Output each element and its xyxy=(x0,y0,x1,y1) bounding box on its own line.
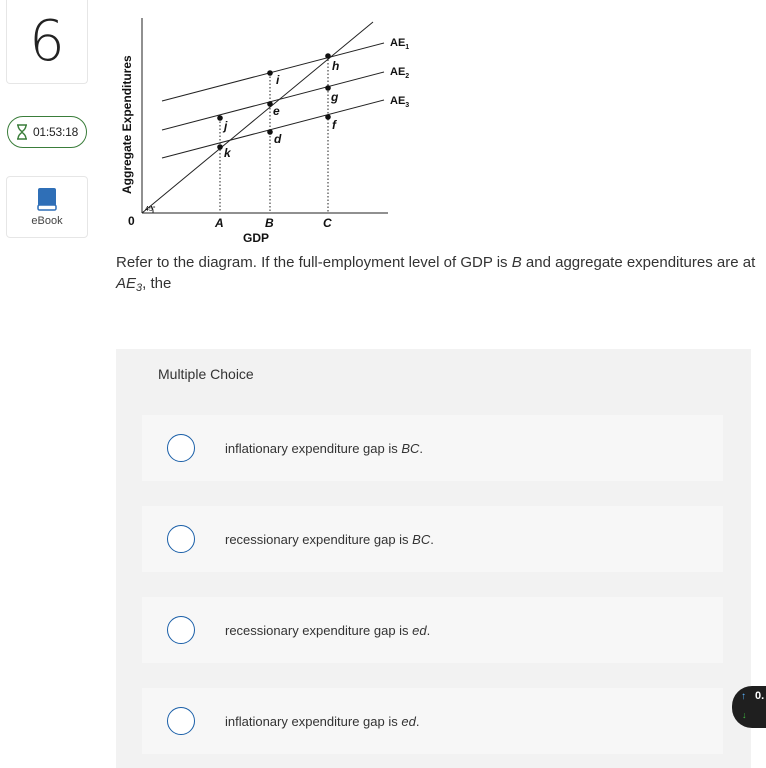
tick-c: C xyxy=(323,216,332,230)
question-number-box xyxy=(6,0,88,84)
option-b-radio[interactable] xyxy=(167,525,195,553)
option-a-text: inflationary expenditure gap is BC. xyxy=(225,440,424,456)
option-a-radio[interactable] xyxy=(167,434,195,462)
arrow-up-icon: ↑ xyxy=(741,691,746,702)
angle-label: 45° xyxy=(145,206,156,213)
ae1-line xyxy=(162,43,384,101)
ae3-label: $AE_3$ xyxy=(390,95,410,109)
point-e: e xyxy=(273,104,280,118)
point-j: j xyxy=(224,119,228,133)
option-c[interactable] xyxy=(142,597,723,663)
ae-diagram xyxy=(112,14,422,250)
question-number: 6 xyxy=(29,8,65,74)
hourglass-icon xyxy=(16,124,28,140)
question-prompt: Refer to the diagram. If the full-employment level of GDP is B and aggregate expenditures are at $AE_3$, the xyxy=(116,254,756,294)
point-d: d xyxy=(274,132,282,146)
ebook-button[interactable] xyxy=(6,176,88,238)
book-icon xyxy=(37,187,57,211)
timer-text: 01:53:18 xyxy=(32,125,79,139)
ebook-label: eBook xyxy=(31,215,63,227)
multiple-choice-header: Multiple Choice xyxy=(158,366,254,382)
widget-value: 0. xyxy=(755,690,765,702)
options-list xyxy=(142,415,723,768)
y-axis-label: Aggregate Expenditures xyxy=(120,55,134,194)
option-c-radio[interactable] xyxy=(167,616,195,644)
point-h: h xyxy=(332,59,340,73)
45-degree-line xyxy=(142,22,373,213)
point-i: i xyxy=(276,73,280,87)
option-d-text: inflationary expenditure gap is ed. xyxy=(225,713,420,729)
option-c-text: recessionary expenditure gap is ed. xyxy=(225,622,431,638)
x-axis-label: GDP xyxy=(243,231,270,245)
tick-a: A xyxy=(215,216,224,230)
option-d[interactable] xyxy=(142,688,723,754)
multiple-choice-panel xyxy=(116,349,751,768)
option-b-text: recessionary expenditure gap is BC. xyxy=(225,531,434,547)
ae2-line xyxy=(162,72,384,130)
origin-label: 0 xyxy=(128,214,135,228)
tick-b: B xyxy=(265,216,274,230)
point-g: g xyxy=(331,90,339,104)
arrow-down-icon: ↓ xyxy=(742,710,747,720)
point-k: k xyxy=(224,146,231,160)
timer[interactable] xyxy=(7,116,87,148)
point-f: f xyxy=(332,118,336,132)
option-a[interactable] xyxy=(142,415,723,481)
floating-widget[interactable] xyxy=(732,686,766,728)
option-b[interactable] xyxy=(142,506,723,572)
option-d-radio[interactable] xyxy=(167,707,195,735)
ae1-label: $AE_1$ xyxy=(390,37,410,51)
ae2-label: $AE_2$ xyxy=(390,66,410,80)
